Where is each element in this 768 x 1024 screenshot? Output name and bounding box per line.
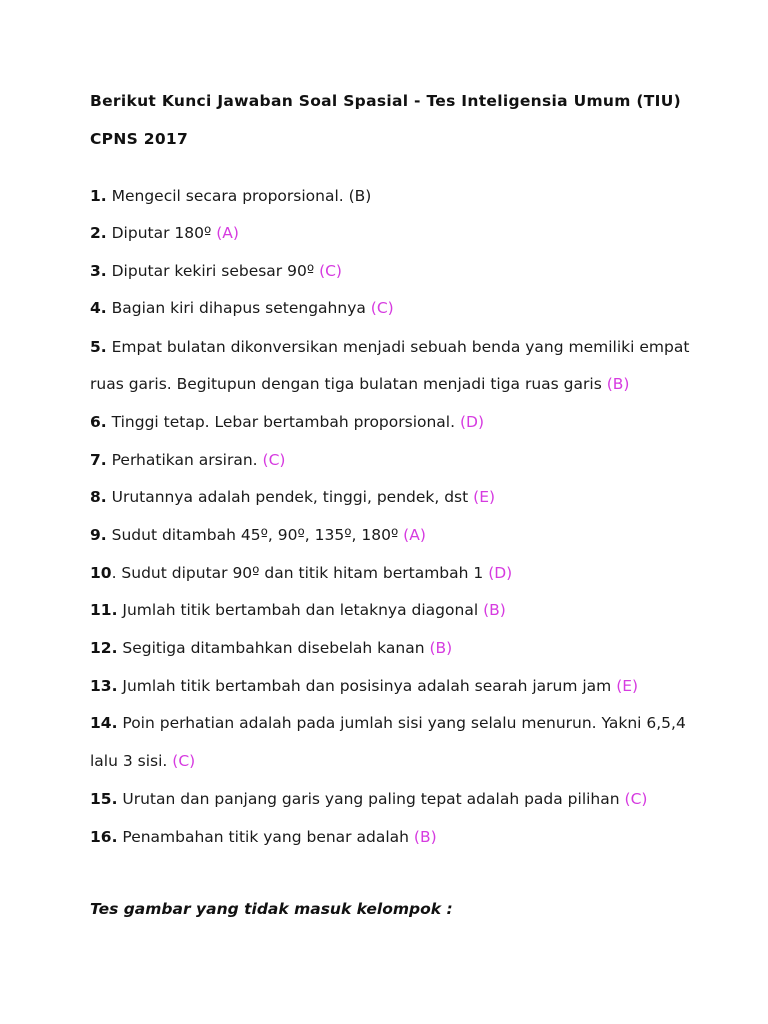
item-number: 1. (90, 187, 107, 205)
item-answer: (D) (459, 413, 485, 431)
item-answer: (D) (488, 564, 513, 582)
item-number: 4. (90, 299, 107, 317)
answer-line-5-cont (90, 375, 629, 393)
item-answer: (B) (483, 601, 506, 619)
answer-line-1 (90, 187, 371, 205)
item-text: Diputar 180º (106, 224, 217, 242)
item-number: 3. (90, 262, 107, 280)
answer-line-6 (90, 413, 484, 431)
answer-line-16 (90, 828, 437, 846)
item-number: 6. (90, 413, 107, 431)
item-text: Diputar kekiri sebesar 90º (106, 262, 320, 280)
answer-line-13 (90, 677, 638, 695)
answer-line-7 (90, 451, 285, 469)
item-text: Sudut ditambah 45º, 90º, 135º, 180º (106, 526, 404, 544)
item-text: Mengecil secara proporsional. (B) (106, 187, 372, 205)
item-text: Urutan dan panjang garis yang paling tepat adalah pada pilihan (117, 790, 625, 808)
item-text: ruas garis. Begitupun dengan tiga bulatan menjadi tiga ruas garis (90, 375, 607, 393)
item-number: 9. (90, 526, 107, 544)
item-number: 12. (90, 639, 118, 657)
item-answer: (C) (262, 451, 286, 469)
item-number: 10 (90, 564, 112, 582)
item-number: 5. (90, 338, 107, 356)
item-answer: (E) (616, 677, 639, 695)
section-heading: Tes gambar yang tidak masuk kelompok : (90, 900, 453, 918)
item-answer: (B) (429, 639, 453, 657)
item-text: Jumlah titik bertambah dan posisinya adalah searah jarum jam (117, 677, 617, 695)
item-text: Empat bulatan dikonversikan menjadi sebuah benda yang memiliki empat (106, 338, 690, 356)
item-text: . Sudut diputar 90º dan titik hitam bertambah 1 (111, 564, 489, 582)
item-text: Perhatikan arsiran. (106, 451, 263, 469)
item-text: Urutannya adalah pendek, tinggi, pendek, dst (106, 488, 474, 506)
item-number: 16. (90, 828, 118, 846)
item-answer: (B) (413, 828, 437, 846)
item-answer: (C) (624, 790, 648, 808)
item-answer: (B) (606, 375, 630, 393)
item-answer: (A) (216, 224, 239, 242)
answer-line-15 (90, 790, 647, 808)
answer-line-2 (90, 224, 239, 242)
item-answer: (C) (370, 299, 394, 317)
answer-line-11 (90, 601, 506, 619)
answer-line-5 (90, 338, 689, 356)
item-answer: (C) (319, 262, 342, 280)
document-title-line-2: CPNS 2017 (90, 130, 189, 148)
item-number: 15. (90, 790, 118, 808)
item-text: Tinggi tetap. Lebar bertambah proporsional. (106, 413, 460, 431)
answer-line-9 (90, 526, 426, 544)
item-text: Jumlah titik bertambah dan letaknya diagonal (117, 601, 484, 619)
item-text: Penambahan titik yang benar adalah (117, 828, 414, 846)
item-number: 8. (90, 488, 107, 506)
item-text: Bagian kiri dihapus setengahnya (106, 299, 371, 317)
item-number: 2. (90, 224, 107, 242)
answer-line-14-cont (90, 752, 195, 770)
item-number: 14. (90, 714, 118, 732)
item-text: Segitiga ditambahkan disebelah kanan (117, 639, 430, 657)
item-answer: (A) (403, 526, 426, 544)
answer-line-10 (90, 564, 512, 582)
answer-line-12 (90, 639, 452, 657)
item-text: Poin perhatian adalah pada jumlah sisi yang selalu menurun. Yakni 6,5,4 (117, 714, 686, 732)
answer-line-14 (90, 714, 686, 732)
answer-line-3 (90, 262, 342, 280)
answer-line-8 (90, 488, 495, 506)
item-answer: (C) (172, 752, 196, 770)
item-answer: (E) (473, 488, 496, 506)
answer-line-4 (90, 299, 394, 317)
item-number: 11. (90, 601, 118, 619)
document-title-line-1: Berikut Kunci Jawaban Soal Spasial - Tes Inteligensia Umum (TIU) (90, 92, 682, 110)
item-number: 13. (90, 677, 118, 695)
item-text: lalu 3 sisi. (90, 752, 173, 770)
item-number: 7. (90, 451, 107, 469)
